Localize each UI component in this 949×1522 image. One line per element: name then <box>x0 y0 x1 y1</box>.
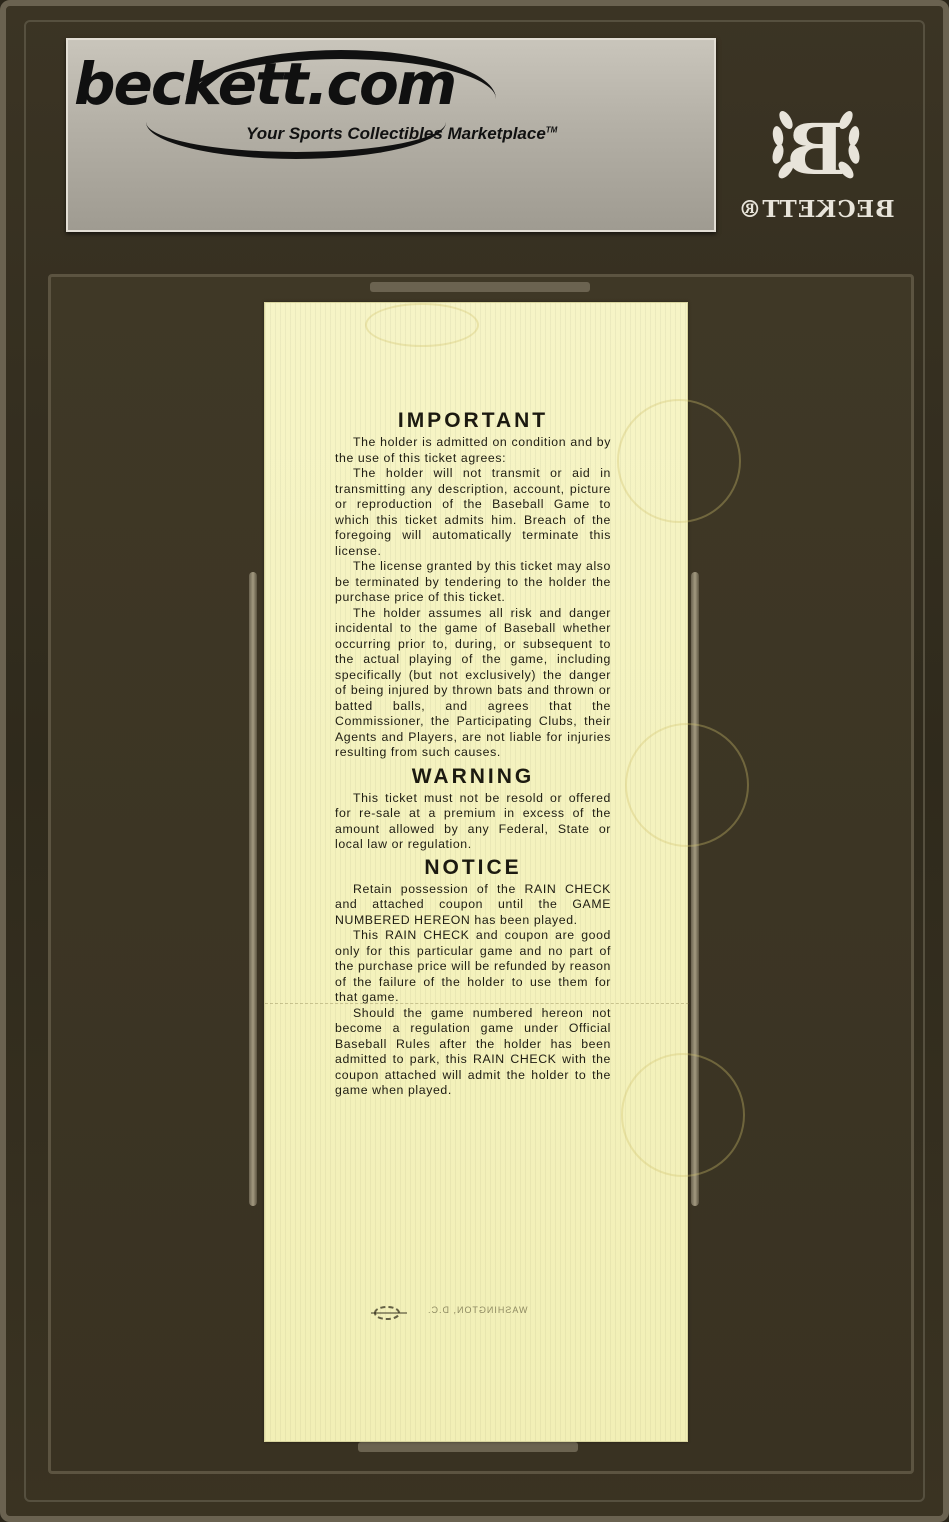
notice-paragraph: This RAIN CHECK and coupon are good only for this particular game and no part of the purchase price will be refunded by reason of the failure of the holder to use them for that game. <box>335 928 611 1004</box>
ticket-terms <box>335 409 611 1099</box>
important-paragraph: The holder assumes all risk and danger incidental to the game of Baseball whether occurring prior to, during, or subsequent to the actual playing of the game, including specifically (but not exclusively) the danger of being injured by thrown bats and thrown or batted balls, and agrees that the Commissioner, the Participating Clubs, their Agents and Players, are not liable for injuries resulting from such causes. <box>335 605 611 759</box>
notice-paragraph: Should the game numbered hereon not become a regulation game under Official Baseball Rules after the holder has been admitted to park, this RAIN CHECK with the coupon attached will admit the holder to the game when played. <box>335 1005 611 1097</box>
trademark-mark: TM <box>545 125 558 135</box>
beckett-logo-text: beckett.com <box>74 50 456 118</box>
ticket-stub-back <box>264 302 688 1442</box>
watermark-circle <box>621 1053 745 1177</box>
important-paragraph: The holder will not transmit or aid in transmitting any description, account, picture or reproduction of the Baseball Game to which this ticket admits him. Breach of the foregoing will automatically terminate this license. <box>335 466 611 558</box>
watermark-circle <box>625 723 749 847</box>
holder-clip-bottom <box>358 1442 578 1452</box>
important-paragraph: The license granted by this ticket may also be terminated by tendering to the holder the purchase price of this ticket. <box>335 559 611 604</box>
holder-rail-left <box>249 572 257 1206</box>
tagline-text: Your Sports Collectibles Marketplace <box>246 124 546 143</box>
label-tagline <box>246 124 557 144</box>
printer-line-text: WASHINGTON, D.C. <box>427 1305 528 1315</box>
notice-heading: NOTICE <box>424 855 522 879</box>
important-heading: IMPORTANT <box>397 409 549 432</box>
warning-heading: WARNING <box>411 764 535 788</box>
watermark-circle <box>365 303 479 347</box>
brand-monogram: B <box>786 108 846 191</box>
watermark-circle <box>617 399 741 523</box>
printer-mark <box>369 1301 609 1325</box>
union-bug-icon <box>369 1301 413 1325</box>
notice-paragraph: Retain possession of the RAIN CHECK and attached coupon until the GAME NUMBERED HEREON has been played. <box>335 881 611 927</box>
warning-paragraph: This ticket must not be resold or offered for re-sale at a premium in excess of the amount allowed by any Federal, State or local law or regulation. <box>335 790 611 851</box>
important-paragraph: The holder is admitted on condition and by the use of this ticket agrees: <box>335 435 611 465</box>
holder-clip-top <box>370 282 590 292</box>
brand-word-mirrored: BECKETT® <box>737 196 895 223</box>
